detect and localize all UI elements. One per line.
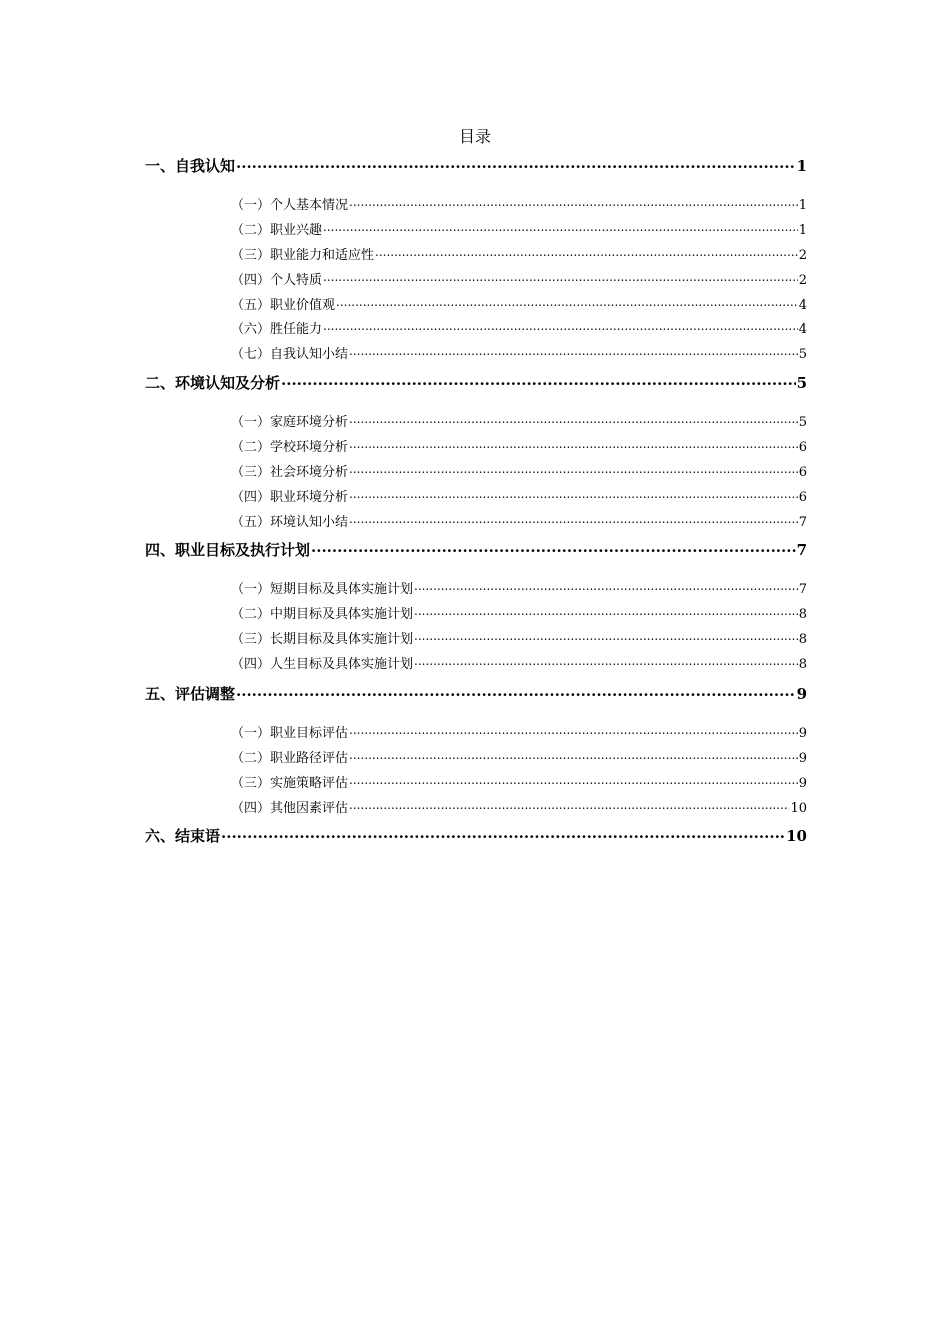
toc-item-label: （四）人生目标及具体实施计划	[231, 657, 414, 672]
dot-leader	[349, 724, 798, 737]
toc-item[interactable]	[231, 463, 807, 482]
toc-item[interactable]	[231, 296, 807, 315]
toc-item[interactable]	[231, 320, 807, 339]
toc-item[interactable]	[231, 513, 807, 532]
toc-page-number: 6	[798, 440, 807, 455]
toc-item-label: （三）社会环境分析	[231, 465, 349, 480]
toc-page-number: 7	[798, 515, 807, 530]
toc-item-label: （一）职业目标评估	[231, 726, 349, 741]
dot-leader	[281, 373, 796, 388]
toc-item[interactable]	[231, 246, 807, 265]
dot-leader	[349, 196, 798, 209]
toc-item-label: （三）长期目标及具体实施计划	[231, 632, 414, 647]
toc-item-label: （一）短期目标及具体实施计划	[231, 582, 414, 597]
dot-leader	[311, 540, 796, 555]
toc-page-number: 6	[798, 490, 807, 505]
toc-page-number: 1	[798, 198, 807, 213]
toc-section[interactable]	[145, 373, 807, 393]
dot-leader	[323, 271, 798, 284]
toc-item[interactable]	[231, 413, 807, 432]
toc-page-number: 1	[796, 157, 807, 175]
toc-page-number: 5	[798, 347, 807, 362]
toc-item-label: （四）个人特质	[231, 273, 323, 288]
toc-section-label: 六、结束语	[145, 827, 221, 845]
toc-item-label: （三）实施策略评估	[231, 776, 349, 791]
toc-item[interactable]	[231, 774, 807, 793]
toc-item[interactable]	[231, 630, 807, 649]
dot-leader	[414, 580, 798, 593]
toc-item[interactable]	[231, 345, 807, 364]
toc-item-label: （二）学校环境分析	[231, 440, 349, 455]
toc-item[interactable]	[231, 749, 807, 768]
toc-item[interactable]	[231, 438, 807, 457]
toc-item-label: （二）职业兴趣	[231, 223, 323, 238]
toc-section-label: 二、环境认知及分析	[145, 374, 281, 392]
toc-section[interactable]	[145, 826, 807, 846]
toc-page-number: 8	[798, 632, 807, 647]
toc-page-number: 9	[798, 751, 807, 766]
toc-page-number: 8	[798, 657, 807, 672]
dot-leader	[375, 246, 798, 259]
toc-item-label: （五）职业价值观	[231, 298, 336, 313]
toc-page-number: 5	[796, 374, 807, 392]
dot-leader	[414, 605, 798, 618]
toc-item[interactable]	[231, 724, 807, 743]
toc-section[interactable]	[145, 540, 807, 560]
toc-page-number: 9	[798, 726, 807, 741]
toc-page-number: 2	[798, 273, 807, 288]
toc-page-number: 4	[798, 298, 807, 313]
dot-leader	[323, 320, 798, 333]
dot-leader	[349, 799, 789, 812]
toc-item-label: （五）环境认知小结	[231, 515, 349, 530]
toc-section-label: 五、评估调整	[145, 685, 236, 703]
toc-item[interactable]	[231, 221, 807, 240]
dot-leader	[349, 413, 798, 426]
toc-page-number: 10	[786, 827, 807, 845]
dot-leader	[349, 463, 798, 476]
toc-page-number: 10	[790, 801, 807, 816]
toc-page-number: 2	[798, 248, 807, 263]
dot-leader	[236, 156, 796, 171]
toc-section[interactable]	[145, 684, 807, 704]
dot-leader	[336, 296, 798, 309]
toc-page-number: 8	[798, 607, 807, 622]
toc-item[interactable]	[231, 799, 807, 818]
toc-page-number: 7	[796, 541, 807, 559]
toc-item-label: （二）中期目标及具体实施计划	[231, 607, 414, 622]
dot-leader	[221, 826, 785, 841]
dot-leader	[349, 345, 798, 358]
toc-page-number: 7	[798, 582, 807, 597]
toc-item[interactable]	[231, 605, 807, 624]
toc-item-label: （七）自我认知小结	[231, 347, 349, 362]
toc-item[interactable]	[231, 196, 807, 215]
toc-page-number: 9	[798, 776, 807, 791]
toc-title: 目录	[458, 127, 491, 146]
dot-leader	[323, 221, 798, 234]
dot-leader	[414, 630, 798, 643]
toc-item-label: （四）其他因素评估	[231, 801, 349, 816]
toc-item[interactable]	[231, 271, 807, 290]
toc-page-number: 4	[798, 322, 807, 337]
toc-section[interactable]	[145, 156, 807, 176]
dot-leader	[349, 438, 798, 451]
toc-page-number: 1	[798, 223, 807, 238]
dot-leader	[349, 513, 798, 526]
dot-leader	[349, 774, 798, 787]
toc-item-label: （一）个人基本情况	[231, 198, 349, 213]
toc-page-number: 9	[796, 685, 807, 703]
toc-section-label: 一、自我认知	[145, 157, 236, 175]
toc-item-label: （二）职业路径评估	[231, 751, 349, 766]
toc-section-label: 四、职业目标及执行计划	[145, 541, 311, 559]
toc-item-label: （四）职业环境分析	[231, 490, 349, 505]
toc-item[interactable]	[231, 580, 807, 599]
toc-item[interactable]	[231, 655, 807, 674]
dot-leader	[414, 655, 798, 668]
toc-page-number: 6	[798, 465, 807, 480]
toc-item-label: （一）家庭环境分析	[231, 415, 349, 430]
toc-item-label: （三）职业能力和适应性	[231, 248, 375, 263]
dot-leader	[349, 488, 798, 501]
dot-leader	[349, 749, 798, 762]
toc-item-label: （六）胜任能力	[231, 322, 323, 337]
dot-leader	[236, 684, 796, 699]
toc-item[interactable]	[231, 488, 807, 507]
toc-page-number: 5	[798, 415, 807, 430]
